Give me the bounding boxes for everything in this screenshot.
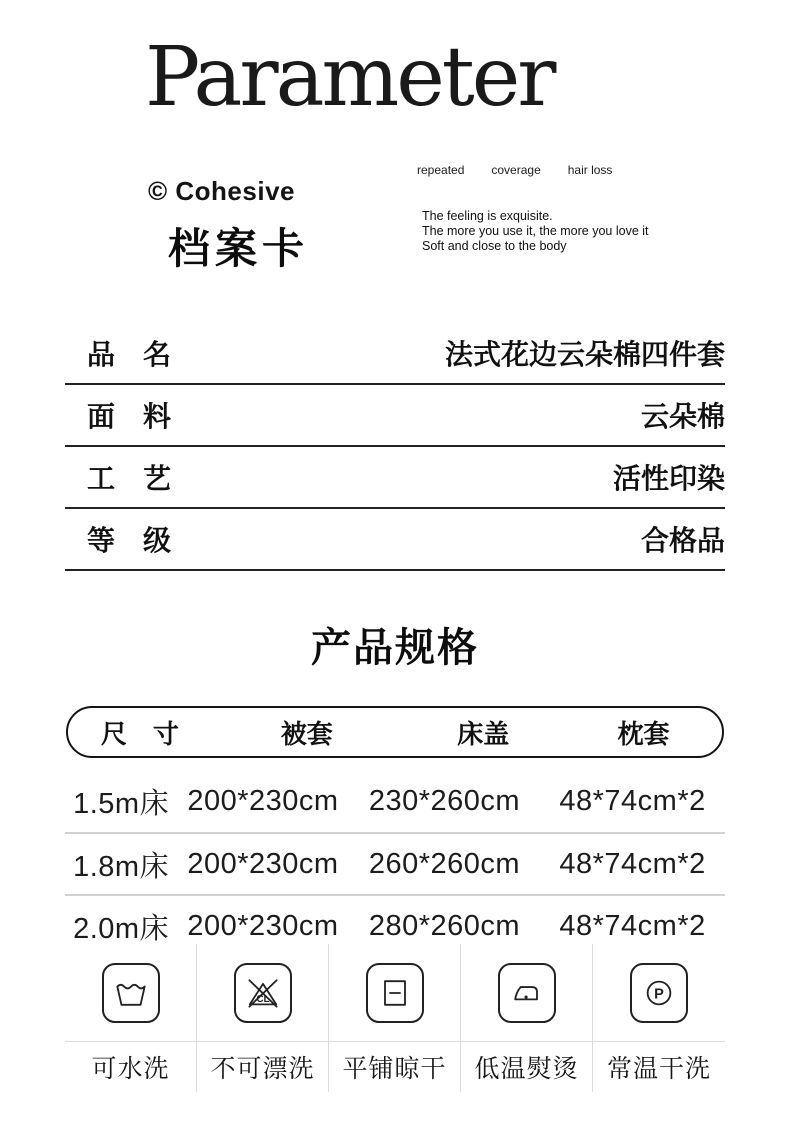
spec-cell: 200*230cm [187,784,339,817]
info-label: 等 级 [87,525,172,556]
info-value: 法式花边云朵棉四件套 [444,339,725,370]
info-value: 活性印染 [612,463,725,494]
care-item [461,944,593,1042]
spec-cell: 48*74cm*2 [559,847,706,880]
spec-cell: 48*74cm*2 [559,909,706,942]
care-label: 常温干洗 [606,1055,711,1083]
spec-cell: 230*260cm [368,784,521,817]
iron-low-icon [498,963,556,1023]
table-row [65,832,725,894]
tagline-line: Soft and close to the body [422,239,567,253]
no-bleach-icon [234,963,292,1023]
care-label: 可水洗 [91,1055,170,1083]
card-name: 档案卡 [168,225,310,272]
keyword: coverage [491,163,541,177]
tagline-line: The feeling is exquisite. [422,209,553,223]
care-label-cell [593,1042,725,1092]
spec-cell: 260*260cm [368,847,521,880]
dry-clean-icon [630,963,688,1023]
spec-cell: 48*74cm*2 [559,784,706,817]
spec-section-title: 产品规格 [311,626,479,670]
tagline-line: The more you use it, the more you love it [422,224,649,238]
info-label: 面 料 [87,401,172,432]
table-row [65,509,725,571]
info-label: 工 艺 [87,463,172,494]
spec-column-header: 被套 [280,718,333,749]
care-item [197,944,329,1042]
care-grid [65,944,725,1092]
care-label-cell [329,1042,461,1092]
info-value: 云朵棉 [640,401,725,432]
spec-cell: 200*230cm [187,847,339,880]
care-label-cell [197,1042,329,1092]
spec-cell: 1.8m床 [73,850,170,883]
spec-table-header [66,706,724,758]
wash-tub-icon [102,963,160,1023]
care-label: 不可漂洗 [210,1055,315,1083]
spec-column-header: 床盖 [457,718,510,749]
care-item [593,944,725,1042]
spec-column-header: 枕套 [617,718,670,749]
table-row [65,385,725,447]
spec-column-header: 尺 寸 [100,718,179,749]
care-label: 低温熨烫 [474,1055,579,1083]
keyword: repeated [417,163,465,177]
care-item [65,944,197,1042]
table-row [65,323,725,385]
info-table [65,323,725,571]
spec-cell: 200*230cm [187,909,339,942]
table-row [65,447,725,509]
brand-name: © Cohesive [148,176,295,206]
page-title: Parameter [145,30,554,125]
spec-cell: 2.0m床 [73,912,170,945]
info-value: 合格品 [640,525,725,556]
keyword: hair loss [567,163,613,177]
care-label-cell [65,1042,197,1092]
dry-flat-icon [366,963,424,1023]
spec-cell: 1.5m床 [73,787,170,820]
table-row [65,770,725,832]
care-item [329,944,461,1042]
care-label-cell [461,1042,593,1092]
brand-block [148,176,309,276]
keyword-list [417,163,612,177]
tagline [422,209,649,254]
svg-text:P: P [654,985,664,1002]
info-label: 品 名 [87,339,172,370]
care-label: 平铺晾干 [342,1055,447,1083]
spec-cell: 280*260cm [368,909,521,942]
svg-text:CL: CL [255,993,270,1005]
spec-table [65,770,725,956]
